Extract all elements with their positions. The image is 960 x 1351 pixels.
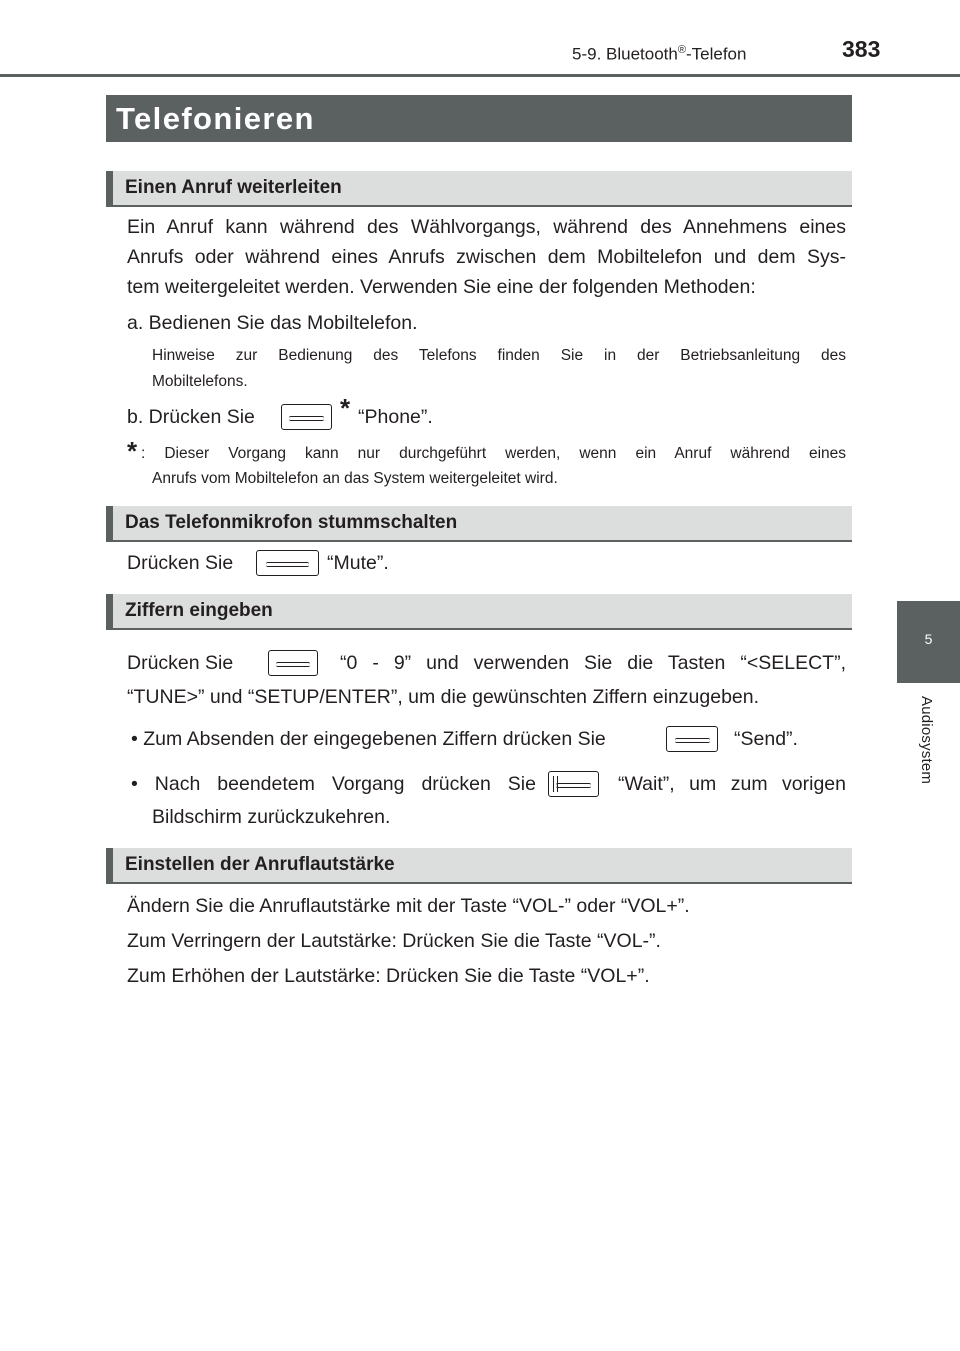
digits-line-suffix: “0 - 9” und verwenden Sie die Tasten “<SELECT”, <box>340 652 846 674</box>
section-heading-text: Das Telefonmikrofon stummschalten <box>125 512 458 533</box>
volume-line: Ändern Sie die Anruflautstärke mit der Taste “VOL-” oder “VOL+”. <box>127 895 690 917</box>
chapter-label: Audiosystem <box>918 696 935 785</box>
chapter-number: 5 <box>924 631 933 647</box>
digits-line: “TUNE>” und “SETUP/ENTER”, um die gewünschten Ziffern einzugeben. <box>127 686 760 708</box>
section-heading-digits <box>106 594 852 630</box>
phone-button-icon <box>281 404 332 430</box>
note-line: Hinweise zur Bedienung des Telefons finden Sie in der Betriebsanleitung des <box>152 347 846 364</box>
send-button-icon <box>666 726 718 752</box>
section-heading-forward <box>106 171 852 207</box>
footnote-line: Anrufs vom Mobiltelefon an das System weitergeleitet wird. <box>152 470 558 487</box>
volume-line: Zum Verringern der Lautstärke: Drücken Sie die Taste “VOL-”. <box>127 930 661 952</box>
bullet-send-suffix: “Send”. <box>734 728 798 750</box>
header-section <box>572 44 746 65</box>
step-a: a. Bedienen Sie das Mobiltelefon. <box>127 312 418 334</box>
section-heading-mute <box>106 506 852 542</box>
section-heading-volume <box>106 848 852 884</box>
bullet-wait-line: Bildschirm zurückzukehren. <box>152 806 391 828</box>
section-heading-text: Ziffern eingeben <box>125 600 273 621</box>
volume-line: Zum Erhöhen der Lautstärke: Drücken Sie die Taste “VOL+”. <box>127 965 650 987</box>
forward-intro-line: tem weitergeleitet werden. Verwenden Sie eine der folgenden Methoden: <box>127 276 756 298</box>
mute-text-prefix: Drücken Sie <box>127 552 234 574</box>
page-number: 383 <box>842 36 881 62</box>
header-divider <box>0 74 960 77</box>
footnote-line: : Dieser Vorgang kann nur durchgeführt werden, wenn ein Anruf während eines <box>141 445 846 462</box>
note-line: Mobiltelefons. <box>152 373 248 390</box>
section-heading-text: Einstellen der Anruflautstärke <box>125 854 395 875</box>
step-b-suffix: “Phone”. <box>358 406 433 428</box>
digits-button-icon <box>268 650 318 676</box>
footnote-mark: * <box>127 436 138 466</box>
step-b-prefix: b. Drücken Sie <box>127 406 255 428</box>
header-section-text: 5-9. Bluetooth <box>572 44 678 64</box>
bullet-wait-suffix: “Wait”, um zum vorigen <box>618 773 846 795</box>
footnote-star: * <box>340 393 351 423</box>
header-section-suffix: -Telefon <box>685 44 747 64</box>
page-title-bar <box>106 95 852 142</box>
mute-button-icon <box>256 550 319 576</box>
wait-button-icon <box>548 771 599 797</box>
bullet-send-prefix: • Zum Absenden der eingegebenen Ziffern drücken Sie <box>131 728 606 750</box>
forward-intro-line: Anrufs oder während eines Anrufs zwischen dem Mobiltelefon und dem Sys- <box>127 246 846 268</box>
bullet-wait-prefix: • Nach beendetem Vorgang drücken Sie <box>131 773 536 795</box>
section-heading-text: Einen Anruf weiterleiten <box>125 177 342 198</box>
chapter-tab <box>897 601 960 683</box>
forward-intro-line: Ein Anruf kann während des Wählvorgangs, während des Annehmens eines <box>127 216 846 238</box>
registered-mark: ® <box>677 44 686 56</box>
page-title: Telefonieren <box>116 101 315 136</box>
digits-line-prefix: Drücken Sie <box>127 652 234 674</box>
mute-text-suffix: “Mute”. <box>327 552 389 574</box>
